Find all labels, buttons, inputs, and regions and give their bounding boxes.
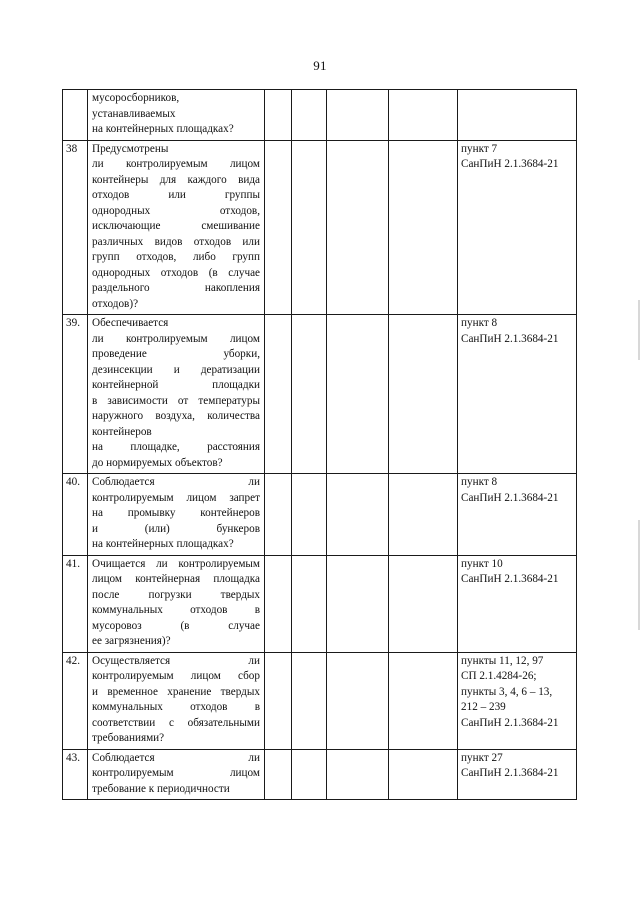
requirement-question [88, 315, 265, 474]
question-line: групп отходов, либо групп [92, 251, 260, 263]
answer-na-cell [327, 315, 389, 474]
reference-line: СанПиН 2.1.3684-21 [461, 573, 559, 585]
note-cell [389, 474, 458, 556]
question-line: мусоровоз (в случае [92, 619, 260, 632]
table-row [63, 474, 577, 556]
answer-na-cell [327, 652, 389, 749]
question-line: дезинсекции и дератизации [92, 363, 260, 376]
reference-line: пункт 27 [461, 751, 503, 764]
reference-line: СанПиН 2.1.3684-21 [461, 332, 559, 345]
question-line: Соблюдается ли [92, 751, 260, 764]
question-line: ли контролируемым лицом [92, 332, 260, 345]
reference-line: СанПиН 2.1.3684-21 [461, 767, 559, 779]
reference-line: пункты 11, 12, 97 [461, 654, 544, 667]
reference-line: пункт 8 [461, 317, 498, 329]
answer-no-cell [292, 140, 327, 315]
table-row [63, 315, 577, 474]
legal-reference [458, 555, 577, 652]
question-line: Предусмотрены [92, 142, 169, 155]
table-row [63, 555, 577, 652]
question-line: отходов или группы [92, 189, 260, 201]
question-line: наружного воздуха, количества [92, 410, 260, 422]
question-line: ли контролируемым лицом [92, 158, 260, 170]
answer-yes-cell [265, 652, 292, 749]
answer-yes-cell [265, 90, 292, 141]
row-number: 43. [63, 749, 88, 800]
question-line: контейнеры для каждого вида [92, 173, 260, 186]
question-line: на контейнерных площадках? [92, 123, 234, 135]
question-line: и временное хранение твердых [92, 685, 260, 698]
question-line: на промывку контейнеров [92, 507, 260, 519]
question-line: и (или) бункеров [92, 522, 260, 535]
question-line: ее загрязнения)? [92, 635, 171, 647]
question-line: контейнеров [92, 425, 152, 438]
question-line: исключающие смешивание [92, 220, 260, 232]
legal-reference [458, 474, 577, 556]
page-number: 91 [313, 58, 327, 73]
table-row [63, 90, 577, 141]
answer-na-cell [327, 474, 389, 556]
note-cell [389, 90, 458, 141]
question-line: соответствии с обязательными [92, 716, 260, 729]
legal-reference [458, 90, 577, 141]
requirement-question [88, 140, 265, 315]
reference-line: 212 – 239 [461, 701, 506, 713]
answer-no-cell [292, 90, 327, 141]
answer-no-cell [292, 315, 327, 474]
question-line: требованиями? [92, 732, 165, 744]
reference-line: СанПиН 2.1.3684-21 [461, 491, 559, 504]
answer-no-cell [292, 555, 327, 652]
row-number: 39. [63, 315, 88, 474]
row-number: 40. [63, 474, 88, 556]
note-cell [389, 315, 458, 474]
reference-line: СанПиН 2.1.3684-21 [461, 716, 559, 729]
legal-reference [458, 652, 577, 749]
question-line: контролируемым лицом запрет [92, 491, 260, 504]
requirement-question [88, 555, 265, 652]
note-cell [389, 652, 458, 749]
legal-reference [458, 140, 577, 315]
row-number [63, 90, 88, 141]
requirement-question [88, 652, 265, 749]
answer-yes-cell [265, 140, 292, 315]
question-line: контролируемым лицом [92, 767, 260, 779]
note-cell [389, 140, 458, 315]
inspection-checklist-table [62, 89, 577, 800]
reference-line: СанПиН 2.1.3684-21 [461, 158, 559, 170]
reference-line: пункт 7 [461, 142, 498, 155]
table-row [63, 140, 577, 315]
question-line: мусоросборников, [92, 92, 180, 104]
question-line: лицом контейнерная площадка [92, 573, 260, 585]
answer-yes-cell [265, 749, 292, 800]
question-line: однородных отходов, [92, 204, 260, 217]
note-cell [389, 555, 458, 652]
answer-na-cell [327, 749, 389, 800]
question-line: на контейнерных площадках? [92, 538, 234, 550]
reference-line: пункты 3, 4, 6 – 13, [461, 685, 553, 698]
answer-yes-cell [265, 315, 292, 474]
answer-no-cell [292, 652, 327, 749]
question-line: после погрузки твердых [92, 588, 260, 601]
note-cell [389, 749, 458, 800]
question-line: однородных отходов (в случае [92, 266, 260, 279]
table-row [63, 749, 577, 800]
row-number: 38 [63, 140, 88, 315]
question-line: контролируемым лицом сбор [92, 670, 260, 682]
question-line: раздельного накопления [92, 282, 260, 294]
reference-line: пункт 10 [461, 557, 503, 570]
requirement-question [88, 90, 265, 141]
question-line: различных видов отходов или [92, 235, 260, 248]
answer-no-cell [292, 474, 327, 556]
question-line: Очищается ли контролируемым [92, 557, 260, 570]
question-line: требование к периодичности [92, 782, 230, 795]
question-line: отходов)? [92, 297, 139, 310]
answer-no-cell [292, 749, 327, 800]
question-line: коммунальных отходов в [92, 701, 260, 713]
answer-na-cell [327, 140, 389, 315]
answer-na-cell [327, 90, 389, 141]
row-number: 42. [63, 652, 88, 749]
question-line: проведение уборки, [92, 348, 260, 360]
reference-line: СП 2.1.4284-26; [461, 670, 537, 682]
question-line: контейнерной площадки [92, 379, 260, 391]
requirement-question [88, 749, 265, 800]
legal-reference [458, 315, 577, 474]
answer-na-cell [327, 555, 389, 652]
question-line: коммунальных отходов в [92, 604, 260, 616]
question-line: Осуществляется ли [92, 654, 260, 667]
table-row [63, 652, 577, 749]
answer-yes-cell [265, 474, 292, 556]
row-number: 41. [63, 555, 88, 652]
reference-line: пункт 8 [461, 476, 498, 488]
question-line: в зависимости от температуры [92, 394, 260, 407]
legal-reference [458, 749, 577, 800]
requirement-question [88, 474, 265, 556]
question-line: Соблюдается ли [92, 476, 260, 488]
question-line: на площадке, расстояния [92, 441, 260, 453]
question-line: до нормируемых объектов? [92, 456, 223, 469]
question-line: устанавливаемых [92, 107, 176, 120]
question-line: Обеспечивается [92, 317, 169, 329]
answer-yes-cell [265, 555, 292, 652]
